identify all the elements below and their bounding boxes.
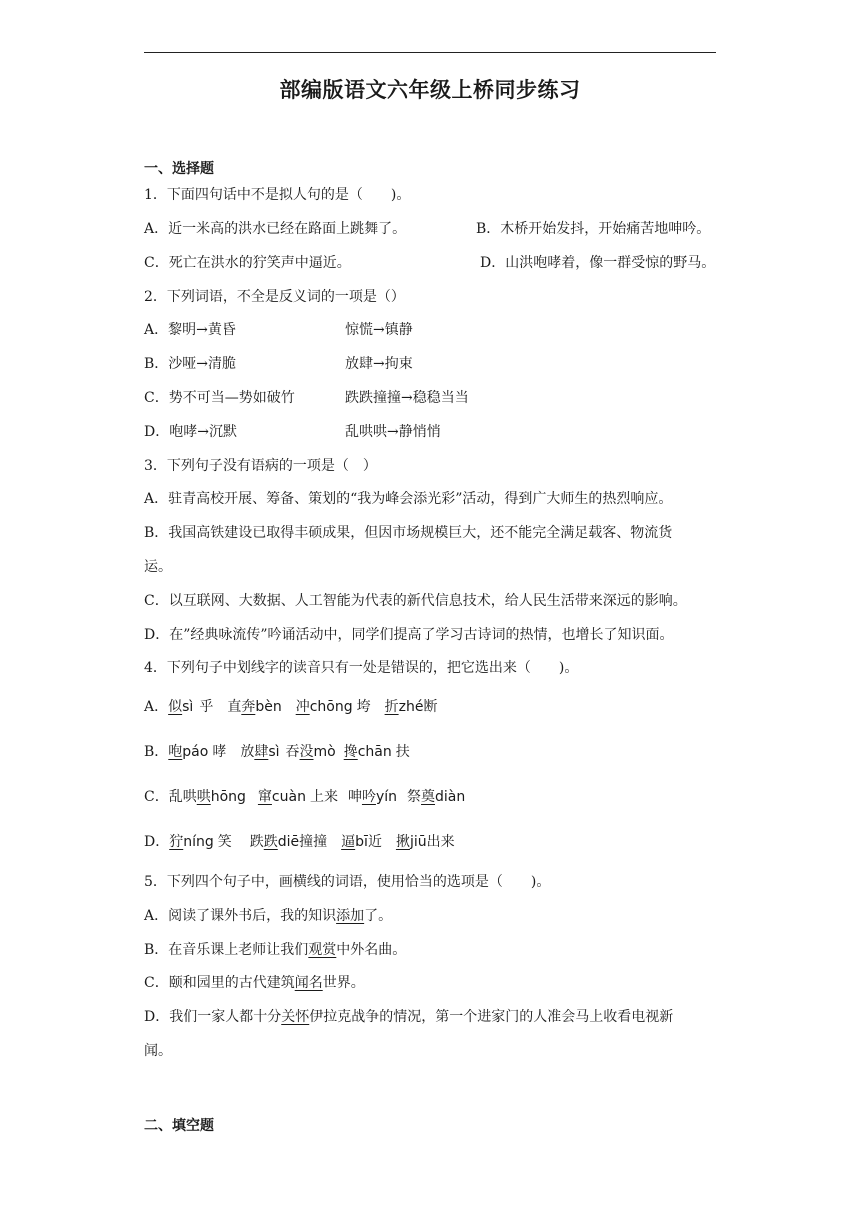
question-1-stem: 1．下面四句话中不是拟人句的是（ )。	[144, 187, 411, 203]
question-5-option-d: D．我们一家人都十分关怀伊拉克战争的情况，第一个进家门的人准会马上收看电视新	[144, 1009, 674, 1025]
question-2-option-a: A．黎明→黄昏	[144, 322, 236, 338]
underlined-word: 观赏	[308, 942, 337, 958]
question-5-option-c: C．颐和园里的古代建筑闻名世界。	[144, 975, 365, 991]
question-4-option-c: C．乱哄哄hōng 窜cuàn 上来 呻吟yín 祭奠diàn	[144, 789, 466, 805]
pinyin: bī	[355, 834, 368, 850]
header-rule	[144, 52, 716, 53]
section-heading-choice: 一、选择题	[144, 161, 214, 177]
question-5-option-a: A．阅读了课外书后，我的知识添加了。	[144, 908, 393, 924]
underlined-char: 哄	[196, 789, 211, 805]
question-4-option-b: B．咆páo 哮 放肆sì 吞没mò 搀chān 扶	[144, 744, 410, 760]
pinyin: zhé	[398, 699, 424, 715]
question-4-stem: 4．下列句子中划线字的读音只有一处是错误的，把它选出来（ )。	[144, 660, 579, 676]
pinyin: diē	[277, 834, 300, 850]
question-1-option-a: A．近一米高的洪水已经在路面上跳舞了。	[144, 221, 407, 237]
underlined-char: 窜	[257, 789, 272, 805]
pinyin: sì	[182, 699, 194, 715]
question-3-option-b: B．我国高铁建设已取得丰硕成果，但因市场规模巨大，还不能完全满足载客、物流货	[144, 525, 673, 541]
question-2-option-b: B．沙哑→清脆	[144, 356, 237, 372]
question-4-option-a: A．似sì 乎 直奔bèn 冲chōng 垮 折zhé断	[144, 699, 438, 715]
question-2-option-d-pair: 乱哄哄→静悄悄	[345, 424, 441, 440]
question-3-option-b-continued: 运。	[144, 559, 172, 575]
section-heading-fill-blank: 二、填空题	[144, 1118, 214, 1134]
pinyin: cuàn	[271, 789, 306, 805]
question-2-option-c-pair: 跌跌撞撞→稳稳当当	[345, 390, 469, 406]
underlined-word: 闻名	[294, 975, 323, 991]
page-title: 部编版语文六年级上桥同步练习	[279, 78, 581, 102]
underlined-char: 冲	[295, 699, 310, 715]
question-1-option-b: B．木桥开始发抖，开始痛苦地呻吟。	[476, 221, 711, 237]
underlined-char: 搀	[343, 744, 358, 760]
question-5-stem: 5．下列四个句子中，画横线的词语，使用恰当的选项是（ )。	[144, 874, 551, 890]
underlined-char: 跌	[263, 834, 278, 850]
pinyin: hōng	[210, 789, 246, 805]
underlined-char: 狞	[169, 834, 184, 850]
underlined-char: 肆	[254, 744, 269, 760]
question-1-option-c: C．死亡在洪水的狞笑声中逼近。	[144, 255, 351, 271]
question-3-stem: 3．下列句子没有语病的一项是（ ）	[144, 458, 377, 474]
pinyin: diàn	[435, 789, 466, 805]
underlined-char: 折	[384, 699, 399, 715]
question-4-option-d: D．狞níng 笑 跌跌diē撞撞 逼bī近 揪jiū出来	[144, 834, 455, 850]
question-2-stem: 2．下列词语，不全是反义词的一项是（）	[144, 289, 405, 305]
pinyin: yín	[375, 789, 398, 805]
question-5-option-d-continued: 闻。	[144, 1043, 172, 1059]
underlined-char: 逼	[341, 834, 356, 850]
pinyin: bèn	[255, 699, 282, 715]
underlined-char: 奔	[241, 699, 256, 715]
pinyin: mò	[313, 744, 336, 760]
question-1-option-d: D．山洪咆哮着，像一群受惊的野马。	[480, 255, 716, 271]
underlined-char: 没	[299, 744, 314, 760]
pinyin: chōng	[309, 699, 353, 715]
pinyin: sì	[268, 744, 280, 760]
pinyin: páo	[182, 744, 209, 760]
question-3-option-d: D．在”经典咏流传”吟诵活动中，同学们提高了学习古诗词的热情，也增长了知识面。	[144, 627, 674, 643]
question-3-option-c: C．以互联网、大数据、人工智能为代表的新代信息技术，给人民生活带来深远的影响。	[144, 593, 687, 609]
underlined-word: 添加	[336, 908, 365, 924]
pinyin: chān	[357, 744, 392, 760]
question-5-option-b: B．在音乐课上老师让我们观赏中外名曲。	[144, 942, 407, 958]
question-2-option-c: C．势不可当—势如破竹	[144, 390, 295, 406]
pinyin: níng	[183, 834, 214, 850]
question-2-option-b-pair: 放肆→拘束	[345, 356, 413, 372]
underlined-word: 关怀	[281, 1009, 310, 1025]
underlined-char: 似	[168, 699, 183, 715]
underlined-char: 奠	[421, 789, 436, 805]
underlined-char: 咆	[168, 744, 183, 760]
question-2-option-d: D．咆哮→沉默	[144, 424, 237, 440]
pinyin: jiū	[409, 834, 427, 850]
question-3-option-a: A．驻青高校开展、筹备、策划的“我为峰会添光彩”活动，得到广大师生的热烈响应。	[144, 491, 673, 507]
underlined-char: 吟	[361, 789, 376, 805]
question-2-option-a-pair: 惊慌→镇静	[345, 322, 413, 338]
underlined-char: 揪	[395, 834, 410, 850]
